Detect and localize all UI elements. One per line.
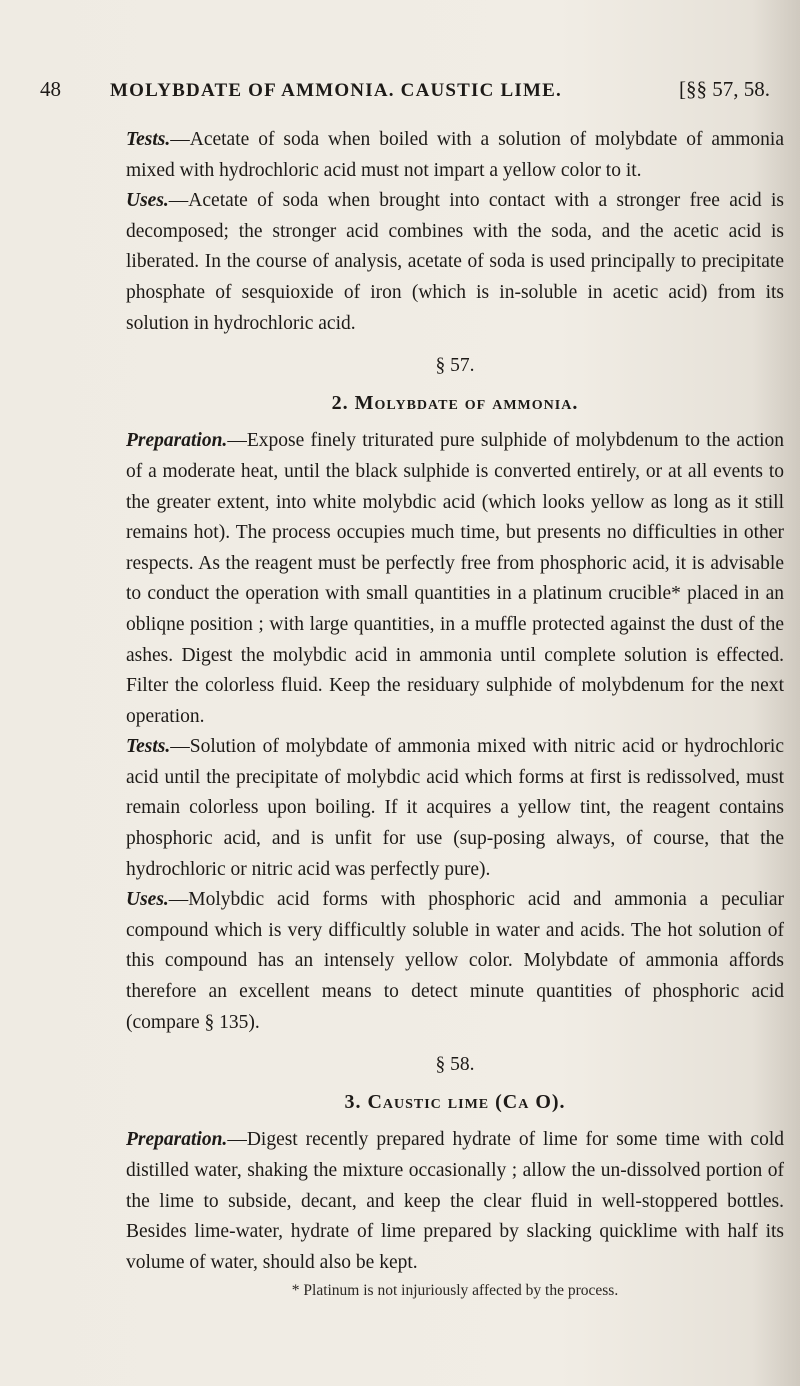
running-title: MOLYBDATE OF AMMONIA. CAUSTIC LIME. — [110, 80, 562, 101]
paragraph-preparation-lime — [126, 1125, 784, 1278]
paragraph-text: —Digest recently prepared hydrate of lime for some time with cold distilled water, shaking the mixture occasionally ; allow the un-dissolved portion of the lime to subside, decant, and keep the clear fluid in well-stoppered bottles. Besides lime-water, hydrate of lime prepared by slacking quicklime with half its volume of water, should also be kept. — [126, 1129, 784, 1273]
paragraph-lead: Uses. — [126, 889, 169, 911]
section-number-57: § 57. — [435, 355, 475, 377]
paragraph-lead: Preparation. — [126, 430, 228, 452]
paragraph-text: —Acetate of soda when boiled with a solution of molybdate of ammonia mixed with hydrochloric acid must not impart a yellow color to it. — [126, 129, 784, 181]
paragraph-text: —Molybdic acid forms with phosphoric acid and ammonia a peculiar compound which is very difficultly soluble in water and acids. The hot solution of this compound has an intensely yellow color. Molybdate of ammonia affords therefore an excellent means to detect minute quantities of phosphoric acid (compare § 135). — [126, 889, 784, 1033]
paragraph-text: —Acetate of soda when brought into contact with a stronger free acid is decomposed; the stronger acid combines with the soda, and the acetic acid is liberated. In the course of analysis, acetate of soda is used principally to precipitate phosphate of sesquioxide of iron (which is in-soluble in acetic acid) from its solution in hydrochloric acid. — [126, 190, 784, 334]
paragraph-text: —Expose finely triturated pure sulphide of molybdenum to the action of a moderate heat, until the black sulphide is converted entirely, or at all events to the greater extent, into white molybdic acid (which looks yellow as long as it still remains hot). The process occupies much time, but presents no difficulties in other respects. As the reagent must be perfectly free from phosphoric acid, it is advisable to conduct the operation with small quantities in a platinum crucible* placed in an obliqne position ; with large quantities, in a muffle protected against the dust of the ashes. Digest the molybdic acid in ammonia until complete solution is effected. Filter the colorless fluid. Keep the residuary sulphide of molybdenum for the next operation. — [126, 430, 784, 727]
paragraph-lead: Tests. — [126, 129, 171, 150]
section-title-molybdate: 2. Molybdate of ammonia. — [331, 391, 579, 414]
paragraph-lead: Preparation. — [126, 1129, 228, 1151]
paragraph-tests-molybdate — [126, 732, 784, 885]
footnote: * Platinum is not injuriously affected by the process. — [291, 1282, 619, 1300]
section-title-caustic-lime: 3. Caustic lime (Ca O). — [344, 1090, 566, 1113]
paragraph-text: —Solution of molybdate of ammonia mixed with nitric acid or hydrochloric acid until the precipitate of molybdic acid which forms at first is redissolved, must remain colorless upon boiling. If it acquires a yellow tint, the reagent contains phosphoric acid, and is unfit for use (sup-posing always, of course, that the hydrochloric or nitric acid was perfectly pure). — [126, 736, 784, 880]
paragraph-lead: Uses. — [126, 190, 169, 212]
page-body — [126, 125, 784, 1302]
page-number: 48 — [40, 77, 61, 101]
paragraph-lead: Tests. — [126, 736, 171, 758]
section-number-58: § 58. — [435, 1054, 475, 1076]
paragraph-tests-acetate — [126, 125, 784, 186]
section-reference: [§§ 57, 58. — [679, 77, 770, 101]
paragraph-uses-acetate — [126, 186, 784, 339]
paragraph-preparation-molybdate — [126, 426, 784, 732]
paragraph-uses-molybdate — [126, 885, 784, 1038]
